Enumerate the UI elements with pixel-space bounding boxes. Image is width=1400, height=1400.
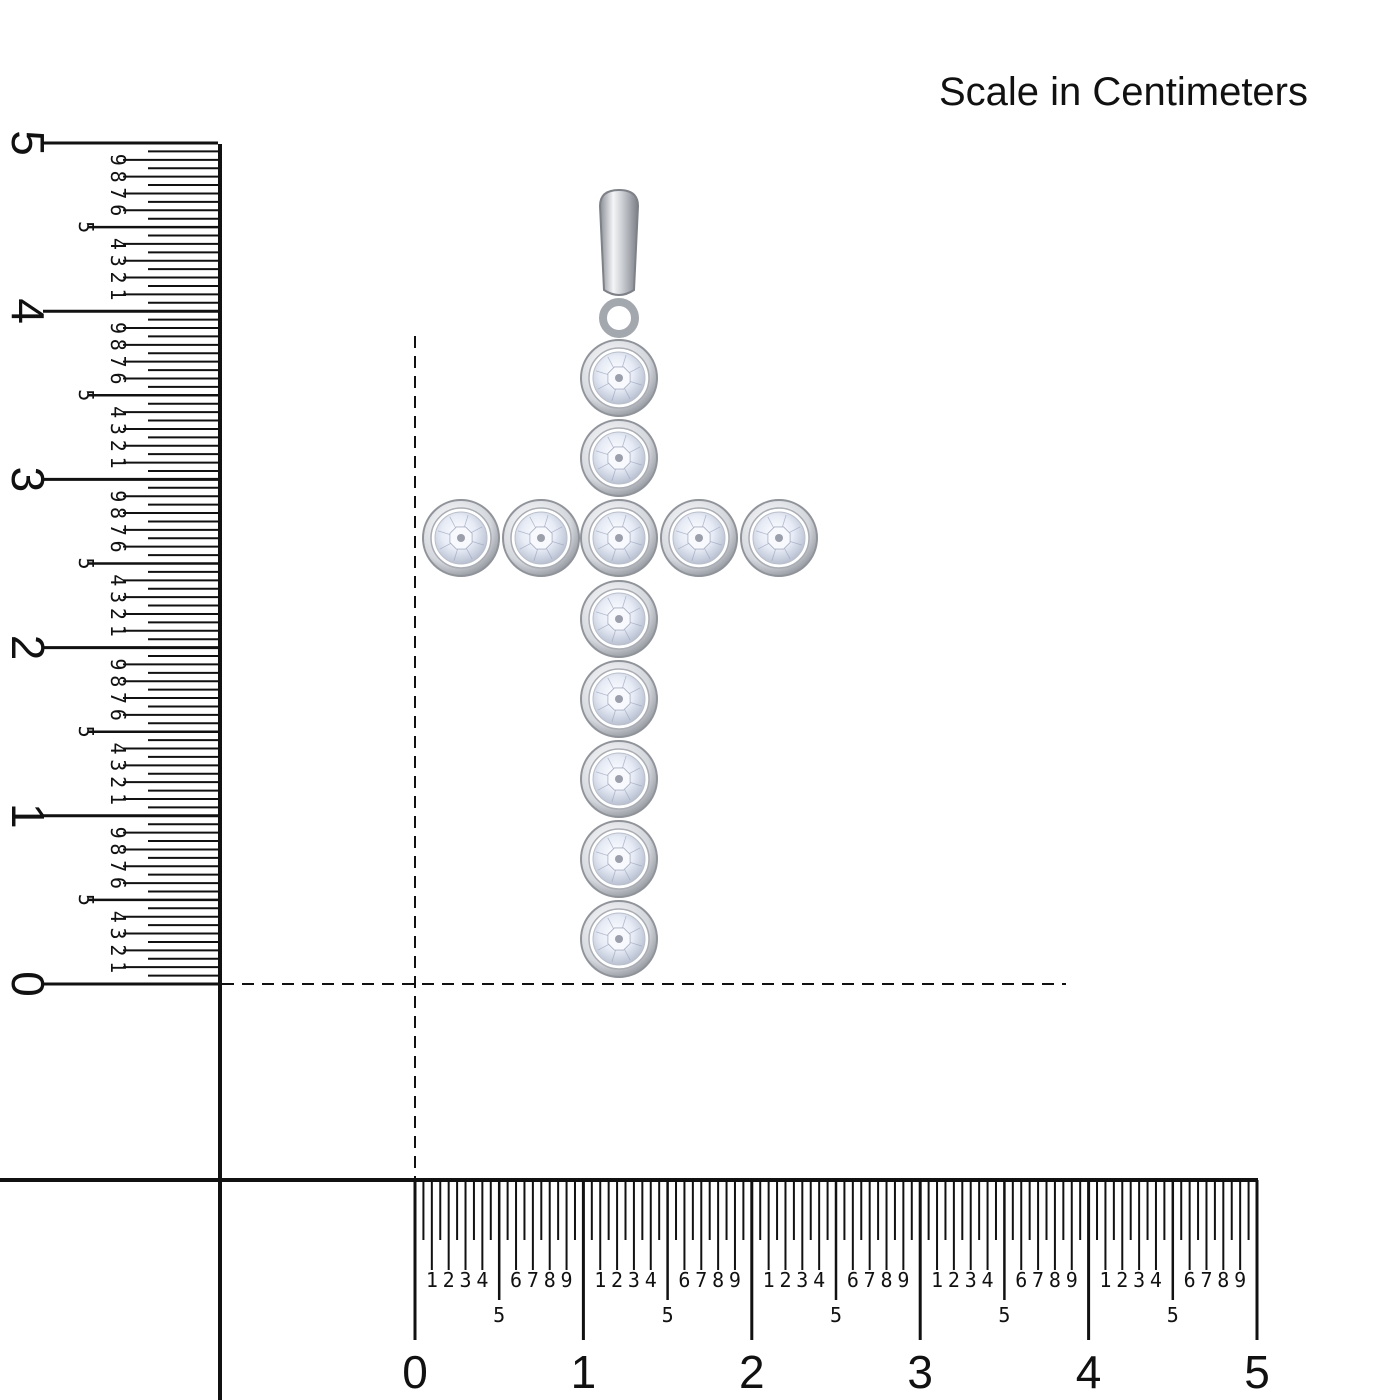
y-minor-label: 3	[106, 591, 130, 604]
y-minor-label: 8	[106, 338, 130, 351]
x-minor-label: 1	[762, 1268, 775, 1292]
y-minor-label: 4	[106, 574, 130, 587]
x-major-label: 0	[402, 1346, 428, 1398]
stone-setting	[581, 420, 657, 496]
x-minor-label: 8	[880, 1268, 893, 1292]
x-minor-label: 7	[695, 1268, 708, 1292]
y-minor-label: 7	[106, 355, 130, 368]
x-minor-label: 6	[678, 1268, 691, 1292]
x-major-label: 4	[1075, 1346, 1102, 1398]
y-minor-label: 7	[106, 860, 130, 873]
x-minor-label: 7	[1200, 1268, 1213, 1292]
x-minor-label: 2	[611, 1268, 624, 1292]
y-minor-label: 2	[106, 439, 130, 452]
y-minor-label: 1	[106, 288, 130, 301]
x-minor-label: 9	[1065, 1268, 1078, 1292]
x-minor-label: 3	[964, 1268, 977, 1292]
stone-setting	[581, 901, 657, 977]
y-minor-label: 5	[74, 389, 98, 402]
y-minor-label: 4	[106, 910, 130, 923]
y-minor-label: 5	[74, 557, 98, 570]
x-minor-label: 5	[998, 1303, 1011, 1327]
y-minor-label: 1	[106, 456, 130, 469]
stone-setting	[503, 500, 579, 576]
y-minor-label: 1	[106, 624, 130, 637]
y-minor-label: 8	[106, 170, 130, 183]
y-minor-label: 9	[106, 153, 130, 166]
y-minor-label: 2	[106, 607, 130, 620]
y-minor-label: 4	[106, 237, 130, 250]
x-minor-label: 4	[1149, 1268, 1162, 1292]
y-minor-label: 6	[106, 540, 130, 553]
x-minor-label: 7	[1032, 1268, 1045, 1292]
x-minor-label: 1	[1099, 1268, 1112, 1292]
y-minor-label: 3	[106, 422, 130, 435]
stone-setting	[581, 741, 657, 817]
y-minor-label: 4	[106, 406, 130, 419]
horizontal-ruler	[0, 1180, 1270, 1398]
cross-pendant	[423, 190, 817, 977]
jump-ring	[603, 302, 635, 334]
stone-setting	[581, 500, 657, 576]
y-minor-label: 7	[106, 523, 130, 536]
y-major-label: 4	[2, 298, 54, 324]
x-minor-label: 4	[981, 1268, 994, 1292]
x-minor-label: 5	[829, 1303, 843, 1327]
x-minor-label: 1	[931, 1268, 944, 1292]
y-minor-label: 2	[106, 776, 130, 789]
x-minor-label: 4	[476, 1268, 489, 1292]
x-minor-label: 8	[1048, 1268, 1061, 1292]
x-minor-label: 3	[627, 1268, 640, 1292]
y-minor-label: 6	[106, 372, 130, 385]
y-minor-label: 1	[106, 961, 130, 974]
y-major-label: 3	[2, 466, 54, 493]
y-minor-label: 3	[106, 759, 130, 772]
y-major-label: 5	[2, 130, 54, 156]
stone-setting	[581, 581, 657, 657]
y-minor-label: 7	[106, 692, 130, 705]
stone-setting	[581, 821, 657, 897]
y-minor-label: 9	[106, 826, 130, 839]
x-minor-label: 5	[1166, 1303, 1179, 1327]
x-minor-label: 2	[947, 1268, 960, 1292]
x-minor-label: 6	[1015, 1268, 1028, 1292]
y-minor-label: 7	[106, 187, 130, 200]
x-minor-label: 5	[661, 1303, 674, 1327]
x-major-label: 1	[570, 1346, 597, 1398]
x-minor-label: 4	[644, 1268, 657, 1292]
x-minor-label: 9	[1234, 1268, 1247, 1292]
y-minor-label: 2	[106, 271, 130, 284]
y-minor-label: 5	[74, 725, 98, 738]
x-minor-label: 5	[493, 1303, 506, 1327]
vertical-ruler-ticks	[43, 143, 218, 984]
x-major-label: 2	[739, 1346, 765, 1398]
stone-setting	[661, 500, 737, 576]
x-minor-label: 3	[796, 1268, 809, 1292]
x-major-label: 3	[907, 1346, 933, 1398]
stone-setting	[581, 340, 657, 416]
stone-settings	[423, 340, 817, 977]
y-minor-label: 6	[106, 877, 130, 890]
x-minor-label: 1	[594, 1268, 607, 1292]
y-minor-label: 9	[106, 490, 130, 503]
scale-title: Scale in Centimeters	[938, 70, 1308, 114]
x-minor-label: 6	[1183, 1268, 1196, 1292]
x-minor-label: 8	[1217, 1268, 1230, 1292]
y-major-label: 0	[2, 971, 54, 997]
y-major-label: 2	[2, 634, 54, 661]
stone-setting	[581, 661, 657, 737]
x-minor-label: 3	[1133, 1268, 1146, 1292]
x-minor-label: 6	[510, 1268, 523, 1292]
x-minor-label: 8	[543, 1268, 556, 1292]
y-minor-label: 3	[106, 254, 130, 267]
x-minor-label: 2	[442, 1268, 455, 1292]
y-minor-label: 8	[106, 843, 130, 856]
y-minor-label: 9	[106, 658, 130, 671]
y-minor-label: 5	[74, 221, 98, 234]
x-minor-label: 6	[846, 1268, 859, 1292]
y-minor-label: 8	[106, 675, 130, 688]
x-minor-label: 2	[1116, 1268, 1129, 1292]
y-minor-label: 8	[106, 507, 130, 520]
y-minor-label: 6	[106, 204, 130, 217]
x-minor-label: 9	[897, 1268, 910, 1292]
x-minor-label: 7	[526, 1268, 539, 1292]
x-minor-label: 1	[425, 1268, 438, 1292]
stone-setting	[423, 500, 499, 576]
y-minor-label: 5	[74, 893, 98, 906]
x-minor-label: 8	[712, 1268, 725, 1292]
y-minor-label: 1	[106, 792, 130, 806]
x-minor-label: 9	[560, 1268, 573, 1292]
y-minor-label: 4	[106, 742, 130, 755]
x-minor-label: 3	[459, 1268, 472, 1292]
y-minor-label: 2	[106, 944, 130, 957]
x-major-label: 5	[1244, 1346, 1270, 1398]
y-minor-label: 6	[106, 708, 130, 721]
x-minor-label: 7	[863, 1268, 876, 1292]
x-minor-label: 4	[813, 1268, 826, 1292]
stone-setting	[741, 500, 817, 576]
y-minor-label: 3	[106, 927, 130, 940]
pendant-bail	[600, 190, 638, 295]
y-major-label: 1	[2, 803, 54, 829]
y-minor-label: 9	[106, 321, 130, 335]
vertical-ruler	[2, 130, 220, 1400]
x-minor-label: 2	[779, 1268, 792, 1292]
x-minor-label: 9	[728, 1268, 741, 1292]
